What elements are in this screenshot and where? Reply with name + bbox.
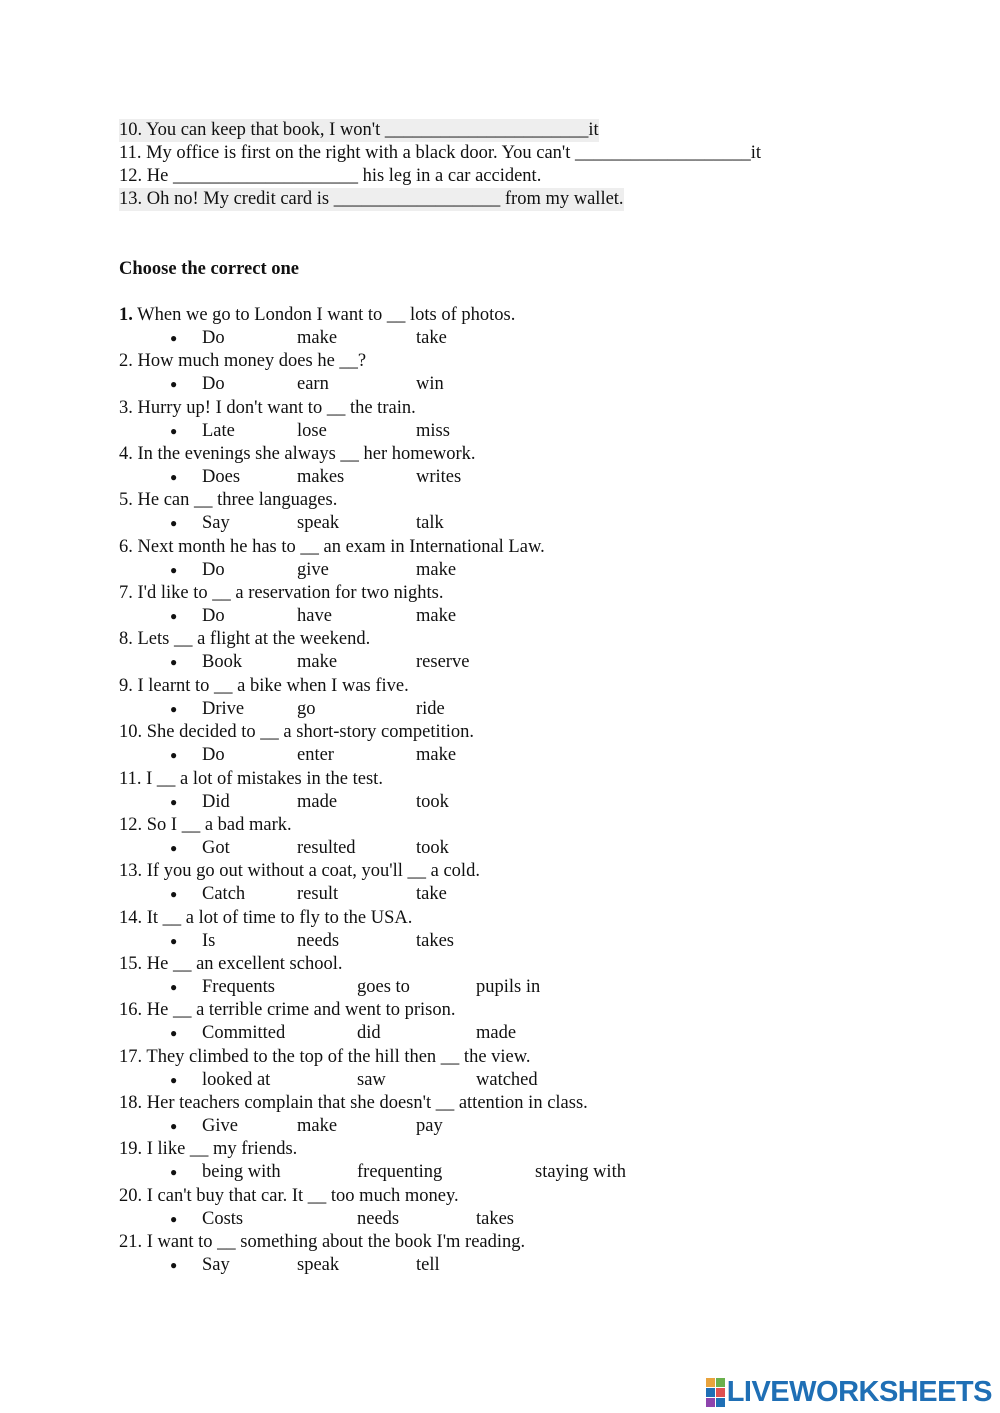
answer-option[interactable]: pay xyxy=(416,1115,443,1136)
liveworksheets-logo xyxy=(706,1375,992,1409)
question-text xyxy=(119,350,366,373)
answer-option[interactable]: ride xyxy=(416,698,445,719)
answer-option[interactable]: make xyxy=(297,652,338,673)
section-title: Choose the correct one xyxy=(119,259,299,279)
answer-option[interactable]: make xyxy=(297,1115,338,1136)
question-text xyxy=(119,1138,297,1161)
question-prompt: In the evenings she always __ her homework. xyxy=(132,444,476,465)
answer-option[interactable]: Costs xyxy=(202,1208,244,1229)
question-number: 11. xyxy=(119,768,142,789)
question-number: 13. xyxy=(119,861,143,882)
answer-option[interactable]: earn xyxy=(297,374,329,395)
bullet-icon: ● xyxy=(170,701,178,716)
question-prompt: How much money does he __? xyxy=(132,351,367,372)
answer-option[interactable]: speak xyxy=(297,1255,340,1275)
question-number: 16. xyxy=(119,1000,143,1021)
answer-option[interactable]: did xyxy=(357,1023,381,1044)
answer-option[interactable]: tell xyxy=(416,1255,440,1275)
answer-option[interactable]: made xyxy=(476,1023,517,1044)
bullet-icon: ● xyxy=(170,516,178,531)
bullet-icon: ● xyxy=(170,423,178,438)
logo-mark-icon xyxy=(706,1378,725,1407)
question-number: 15. xyxy=(119,953,143,974)
question-number: 10. xyxy=(119,722,143,743)
bullet-icon: ● xyxy=(170,748,178,763)
bullet-icon: ● xyxy=(170,1165,178,1180)
answer-option[interactable]: have xyxy=(297,606,332,627)
question-number: 9. xyxy=(119,675,133,696)
question-prompt: They climbed to the top of the hill then __ the view. xyxy=(142,1046,531,1067)
answer-option[interactable]: takes xyxy=(416,930,455,951)
answer-option[interactable]: staying with xyxy=(535,1162,626,1183)
answer-option[interactable]: Drive xyxy=(202,698,245,719)
question-prompt: Her teachers complain that she doesn't __ attention in class. xyxy=(142,1092,588,1113)
logo-block xyxy=(706,1398,715,1407)
answer-option[interactable]: being with xyxy=(202,1162,281,1183)
question-number: 5. xyxy=(119,490,133,511)
bullet-icon: ● xyxy=(170,1072,178,1087)
answer-option[interactable]: go xyxy=(297,698,316,719)
question-number: 14. xyxy=(119,907,143,928)
question-text xyxy=(119,675,409,698)
answer-option[interactable]: enter xyxy=(297,745,334,766)
bullet-icon: ● xyxy=(170,1258,178,1272)
bullet-icon: ● xyxy=(170,979,178,994)
logo-block xyxy=(706,1378,715,1387)
answer-option[interactable]: Do xyxy=(202,328,225,348)
answer-option[interactable]: take xyxy=(416,884,447,905)
bullet-icon: ● xyxy=(170,470,178,485)
fill-in-sentence: 10. You can keep that book, I won't ______________________it xyxy=(119,120,599,140)
question-text xyxy=(119,860,480,883)
question-number: 19. xyxy=(119,1139,143,1160)
question-text xyxy=(119,814,292,837)
question-text xyxy=(119,999,456,1022)
answer-option[interactable]: give xyxy=(297,559,329,580)
logo-block xyxy=(716,1398,725,1407)
bullet-icon: ● xyxy=(170,794,178,809)
question-number: 1. xyxy=(119,305,133,325)
question-text xyxy=(119,628,370,651)
answer-option[interactable]: Committed xyxy=(202,1023,286,1044)
question-text xyxy=(119,536,545,559)
answer-option[interactable]: watched xyxy=(476,1069,538,1090)
logo-text: LIVEWORKSHEETS xyxy=(726,1375,992,1408)
answer-option[interactable]: Does xyxy=(202,467,241,488)
answer-option[interactable]: Do xyxy=(202,374,225,395)
question-number: 21. xyxy=(119,1232,143,1252)
answer-option[interactable]: made xyxy=(297,791,338,812)
answer-option[interactable]: needs xyxy=(357,1208,400,1229)
answer-option[interactable]: looked at xyxy=(202,1069,271,1090)
answer-option[interactable]: pupils in xyxy=(476,976,541,997)
logo-block xyxy=(716,1378,725,1387)
question-text xyxy=(119,443,476,466)
bullet-icon: ● xyxy=(170,377,178,392)
bullet-icon: ● xyxy=(170,840,178,855)
fill-in-sentence: 11. My office is first on the right with a black door. You can't ___________________it xyxy=(119,143,762,163)
answer-option[interactable]: Is xyxy=(202,930,216,951)
fill-in-sentence: 13. Oh no! My credit card is __________________ from my wallet. xyxy=(119,189,624,209)
question-prompt: He __ a terrible crime and went to prison. xyxy=(142,1000,456,1021)
answer-option[interactable]: took xyxy=(416,837,449,858)
answer-option[interactable]: Got xyxy=(202,837,230,858)
answer-option[interactable]: talk xyxy=(416,513,444,534)
question-number: 20. xyxy=(119,1185,143,1206)
answer-option[interactable]: saw xyxy=(357,1069,386,1090)
question-prompt: When we go to London I want to __ lots of photos. xyxy=(132,305,516,325)
question-text xyxy=(119,907,412,930)
question-number: 8. xyxy=(119,629,133,650)
question-prompt: It __ a lot of time to fly to the USA. xyxy=(142,907,413,928)
answer-option[interactable]: makes xyxy=(297,467,345,488)
question-number: 4. xyxy=(119,444,133,465)
question-text xyxy=(119,582,443,605)
answer-option[interactable]: Catch xyxy=(202,884,246,905)
answer-option[interactable]: speak xyxy=(297,513,340,534)
answer-option[interactable]: needs xyxy=(297,930,340,951)
answer-option[interactable]: Say xyxy=(202,513,230,534)
bullet-icon: ● xyxy=(170,1026,178,1041)
answer-option[interactable]: win xyxy=(416,374,444,395)
answer-option[interactable]: reserve xyxy=(416,652,470,673)
bullet-icon: ● xyxy=(170,609,178,624)
question-prompt: I'd like to __ a reservation for two nights. xyxy=(132,583,444,604)
answer-option[interactable]: takes xyxy=(476,1208,515,1229)
answer-option[interactable]: Book xyxy=(202,652,243,673)
question-text xyxy=(119,1185,459,1208)
answer-option[interactable]: Do xyxy=(202,559,225,580)
question-number: 2. xyxy=(119,351,133,372)
answer-option[interactable]: Say xyxy=(202,1255,230,1275)
bullet-icon: ● xyxy=(170,887,178,902)
answer-option[interactable]: Do xyxy=(202,745,225,766)
answer-option[interactable]: Do xyxy=(202,606,225,627)
question-number: 12. xyxy=(119,814,143,835)
fill-in-sentence: 12. He ____________________ his leg in a car accident. xyxy=(119,166,542,186)
question-prompt: Next month he has to __ an exam in International Law. xyxy=(132,536,545,557)
question-text xyxy=(119,1046,531,1069)
bullet-icon: ● xyxy=(170,1118,178,1133)
question-prompt: Hurry up! I don't want to __ the train. xyxy=(132,397,416,418)
answer-option[interactable]: make xyxy=(416,606,457,627)
answer-option[interactable]: lose xyxy=(297,420,327,441)
question-prompt: I can't buy that car. It __ too much money. xyxy=(142,1185,459,1206)
question-prompt: He can __ three languages. xyxy=(132,490,338,511)
question-number: 17. xyxy=(119,1046,143,1067)
question-prompt: I __ a lot of mistakes in the test. xyxy=(141,768,383,789)
question-prompt: Lets __ a flight at the weekend. xyxy=(132,629,371,650)
question-prompt: He __ an excellent school. xyxy=(142,953,343,974)
answer-option[interactable]: frequenting xyxy=(357,1162,443,1183)
answer-option[interactable]: goes to xyxy=(357,976,410,997)
answer-option[interactable]: make xyxy=(416,745,457,766)
question-number: 18. xyxy=(119,1092,143,1113)
answer-option[interactable]: result xyxy=(297,884,339,905)
question-prompt: If you go out without a coat, you'll __ a cold. xyxy=(142,861,480,882)
answer-option[interactable]: Give xyxy=(202,1115,238,1136)
answer-option[interactable]: Late xyxy=(202,420,235,441)
question-text xyxy=(119,1092,588,1115)
answer-option[interactable]: Frequents xyxy=(202,976,275,997)
question-text xyxy=(119,721,474,744)
question-prompt: I learnt to __ a bike when I was five. xyxy=(132,675,409,696)
question-text xyxy=(119,1231,525,1254)
question-text xyxy=(119,304,515,327)
question-prompt: So I __ a bad mark. xyxy=(142,814,292,835)
logo-block xyxy=(706,1388,715,1397)
question-prompt: She decided to __ a short-story competition. xyxy=(142,722,475,743)
bullet-icon: ● xyxy=(170,655,178,670)
bullet-icon: ● xyxy=(170,1211,178,1226)
answer-option[interactable]: make xyxy=(416,559,457,580)
answer-option[interactable]: resulted xyxy=(297,837,356,858)
question-text xyxy=(119,489,337,512)
question-prompt: I want to __ something about the book I'm reading. xyxy=(142,1232,526,1252)
bullet-icon: ● xyxy=(170,933,178,948)
answer-option[interactable]: miss xyxy=(416,420,450,441)
question-text xyxy=(119,397,416,420)
bullet-icon: ● xyxy=(170,331,178,345)
bullet-icon: ● xyxy=(170,562,178,577)
question-prompt: I like __ my friends. xyxy=(142,1139,298,1160)
question-number: 6. xyxy=(119,536,133,557)
answer-option[interactable]: make xyxy=(297,328,338,348)
question-text xyxy=(119,953,342,976)
logo-block xyxy=(716,1388,725,1397)
answer-option[interactable]: Did xyxy=(202,791,230,812)
answer-option[interactable]: writes xyxy=(416,467,462,488)
answer-option[interactable]: take xyxy=(416,328,447,348)
answer-option[interactable]: took xyxy=(416,791,449,812)
question-text xyxy=(119,768,383,791)
question-number: 7. xyxy=(119,583,133,604)
question-number: 3. xyxy=(119,397,133,418)
